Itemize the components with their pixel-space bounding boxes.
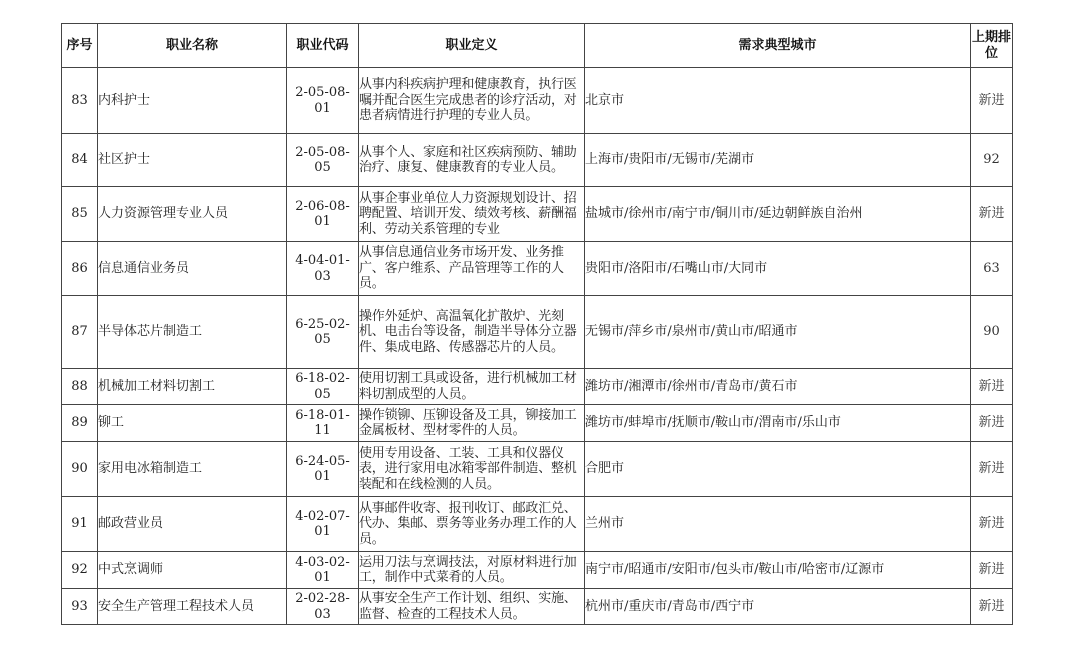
cell-seq: 86 [62, 242, 98, 296]
cell-seq: 88 [62, 369, 98, 405]
cell-cities: 上海市/贵阳市/无锡市/芜湖市 [585, 134, 971, 187]
table-row [62, 187, 1013, 242]
cell-name: 铆工 [98, 405, 287, 442]
header-cities: 需求典型城市 [585, 24, 971, 68]
cell-name: 安全生产管理工程技术人员 [98, 589, 287, 625]
cell-name: 信息通信业务员 [98, 242, 287, 296]
cell-name: 人力资源管理专业人员 [98, 187, 287, 242]
table-row [62, 589, 1013, 625]
cell-name: 内科护士 [98, 68, 287, 134]
cell-rank: 新进 [971, 68, 1013, 134]
cell-name: 社区护士 [98, 134, 287, 187]
cell-code: 6-24-05-01 [287, 442, 359, 497]
cell-seq: 89 [62, 405, 98, 442]
cell-definition: 从事邮件收寄、报刊收订、邮政汇兑、代办、集邮、票务等业务办理工作的人员。 [359, 497, 585, 552]
table-row [62, 68, 1013, 134]
cell-code: 2-05-08-05 [287, 134, 359, 187]
header-definition: 职业定义 [359, 24, 585, 68]
cell-code: 2-06-08-01 [287, 187, 359, 242]
cell-seq: 90 [62, 442, 98, 497]
cell-rank: 新进 [971, 552, 1013, 589]
cell-definition: 从事安全生产工作计划、组织、实施、监督、检查的工程技术人员。 [359, 589, 585, 625]
cell-definition: 操作外延炉、高温氧化扩散炉、光刻机、电击台等设备，制造半导体分立器件、集成电路、传感器芯片的人员。 [359, 296, 585, 369]
cell-code: 4-02-07-01 [287, 497, 359, 552]
cell-definition: 使用专用设备、工装、工具和仪器仪表，进行家用电冰箱零部件制造、整机装配和在线检测的人员。 [359, 442, 585, 497]
cell-cities: 南宁市/昭通市/安阳市/包头市/鞍山市/哈密市/辽源市 [585, 552, 971, 589]
cell-rank: 新进 [971, 589, 1013, 625]
cell-seq: 87 [62, 296, 98, 369]
cell-code: 6-18-01-11 [287, 405, 359, 442]
cell-code: 6-18-02-05 [287, 369, 359, 405]
table-row [62, 296, 1013, 369]
cell-rank: 新进 [971, 497, 1013, 552]
cell-seq: 83 [62, 68, 98, 134]
header-code: 职业代码 [287, 24, 359, 68]
cell-cities: 杭州市/重庆市/青岛市/西宁市 [585, 589, 971, 625]
cell-definition: 使用切割工具或设备，进行机械加工材料切割成型的人员。 [359, 369, 585, 405]
cell-cities: 北京市 [585, 68, 971, 134]
occupation-table [61, 23, 1013, 625]
header-row [62, 24, 1013, 68]
cell-code: 6-25-02-05 [287, 296, 359, 369]
cell-name: 半导体芯片制造工 [98, 296, 287, 369]
cell-definition: 从事个人、家庭和社区疾病预防、辅助治疗、康复、健康教育的专业人员。 [359, 134, 585, 187]
table-row [62, 442, 1013, 497]
cell-rank: 90 [971, 296, 1013, 369]
cell-cities: 合肥市 [585, 442, 971, 497]
cell-cities: 兰州市 [585, 497, 971, 552]
cell-cities: 潍坊市/蚌埠市/抚顺市/鞍山市/渭南市/乐山市 [585, 405, 971, 442]
cell-name: 机械加工材料切割工 [98, 369, 287, 405]
table-row [62, 369, 1013, 405]
cell-definition: 操作锁铆、压铆设备及工具，铆接加工金属板材、型材零件的人员。 [359, 405, 585, 442]
table-row [62, 242, 1013, 296]
header-seq: 序号 [62, 24, 98, 68]
cell-code: 2-05-08-01 [287, 68, 359, 134]
cell-seq: 84 [62, 134, 98, 187]
cell-seq: 91 [62, 497, 98, 552]
cell-definition: 从事企事业单位人力资源规划设计、招聘配置、培训开发、绩效考核、薪酬福利、劳动关系管理的专业 [359, 187, 585, 242]
table-row [62, 134, 1013, 187]
cell-definition: 运用刀法与烹调技法，对原材料进行加工，制作中式菜肴的人员。 [359, 552, 585, 589]
header-rank: 上期排位 [971, 24, 1013, 68]
cell-code: 4-04-01-03 [287, 242, 359, 296]
cell-rank: 新进 [971, 187, 1013, 242]
cell-rank: 新进 [971, 369, 1013, 405]
cell-name: 中式烹调师 [98, 552, 287, 589]
cell-rank: 新进 [971, 442, 1013, 497]
header-name: 职业名称 [98, 24, 287, 68]
cell-code: 4-03-02-01 [287, 552, 359, 589]
table-row [62, 405, 1013, 442]
table-row [62, 497, 1013, 552]
cell-rank: 63 [971, 242, 1013, 296]
cell-definition: 从事内科疾病护理和健康教育，执行医嘱并配合医生完成患者的诊疗活动，对患者病情进行护理的专业人员。 [359, 68, 585, 134]
cell-rank: 92 [971, 134, 1013, 187]
cell-seq: 93 [62, 589, 98, 625]
cell-name: 邮政营业员 [98, 497, 287, 552]
table-row [62, 552, 1013, 589]
cell-definition: 从事信息通信业务市场开发、业务推广、客户维系、产品管理等工作的人员。 [359, 242, 585, 296]
cell-rank: 新进 [971, 405, 1013, 442]
cell-cities: 盐城市/徐州市/南宁市/铜川市/延边朝鲜族自治州 [585, 187, 971, 242]
cell-seq: 92 [62, 552, 98, 589]
cell-code: 2-02-28-03 [287, 589, 359, 625]
cell-cities: 无锡市/萍乡市/泉州市/黄山市/昭通市 [585, 296, 971, 369]
cell-cities: 贵阳市/洛阳市/石嘴山市/大同市 [585, 242, 971, 296]
cell-seq: 85 [62, 187, 98, 242]
cell-name: 家用电冰箱制造工 [98, 442, 287, 497]
cell-cities: 潍坊市/湘潭市/徐州市/青岛市/黄石市 [585, 369, 971, 405]
